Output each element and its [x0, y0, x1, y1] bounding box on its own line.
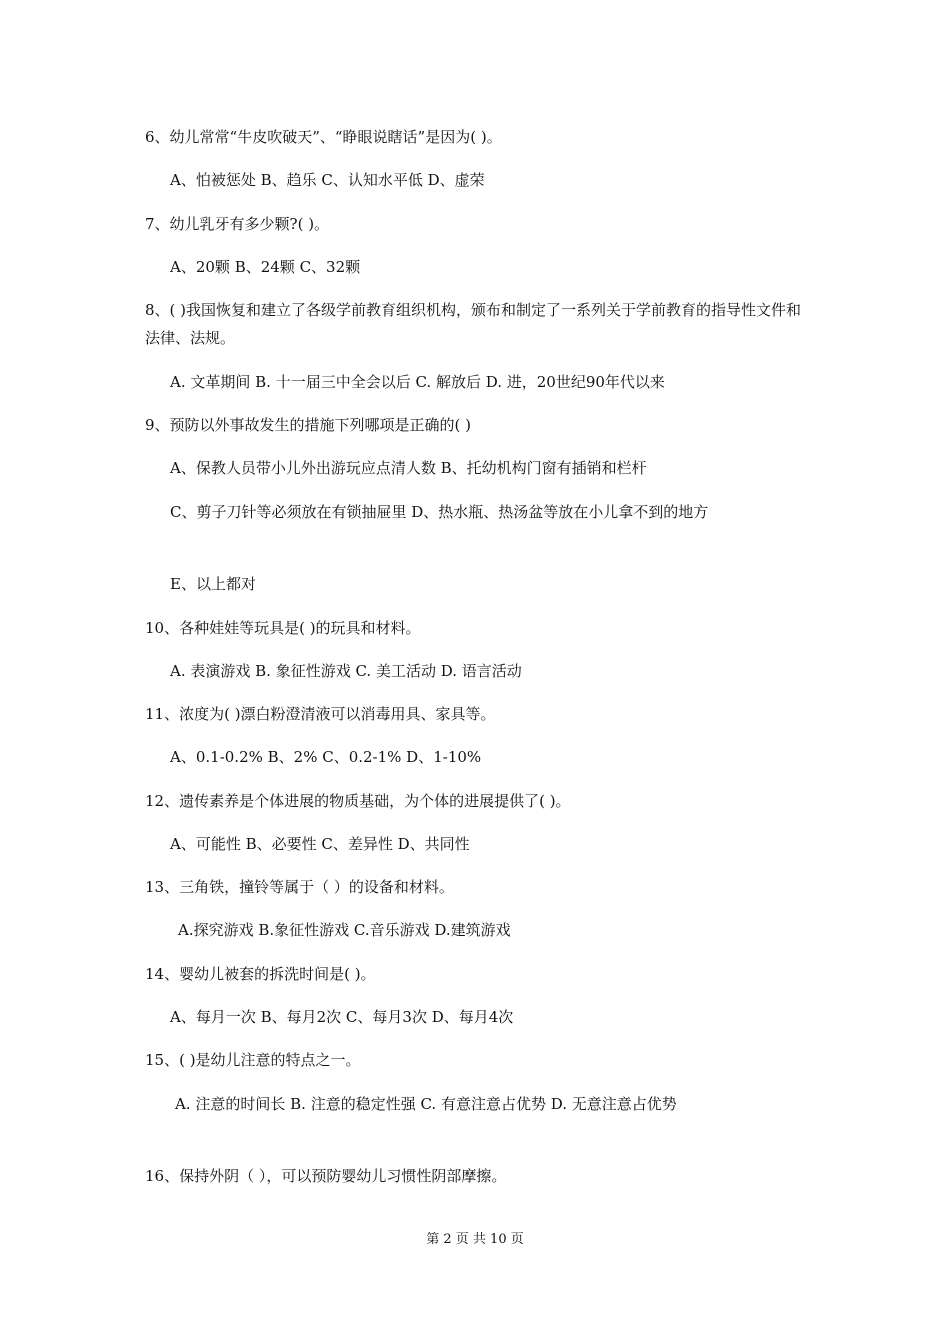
question-14-stem: 14、婴幼儿被套的拆洗时间是( )。 [145, 965, 376, 983]
question-9-stem: 9、预防以外事故发生的措施下列哪项是正确的( ) [145, 416, 472, 434]
question-12-stem: 12、遗传素养是个体进展的物质基础，为个体的进展提供了( )。 [145, 792, 571, 810]
question-8-stem: 8、( )我国恢复和建立了各级学前教育组织机构，颁布和制定了一系列关于学前教育的指导性文件和法律、法规。 [145, 301, 802, 347]
question-15-options: A. 注意的时间长 B. 注意的稳定性强 C. 有意注意占优势 D. 无意注意占优势 [175, 1095, 677, 1113]
question-7-stem: 7、幼儿乳牙有多少颗?( )。 [145, 215, 330, 233]
question-12-options: A、可能性 B、必要性 C、差异性 D、共同性 [170, 835, 470, 853]
question-15-stem: 15、( )是幼儿注意的特点之一。 [145, 1051, 361, 1069]
question-10-stem: 10、各种娃娃等玩具是( )的玩具和材料。 [145, 619, 421, 637]
question-13-options: A.探究游戏 B.象征性游戏 C.音乐游戏 D.建筑游戏 [178, 921, 511, 939]
question-14-options: A、每月一次 B、每月2次 C、每月3次 D、每月4次 [170, 1008, 514, 1026]
question-13-stem: 13、三角铁，撞铃等属于（ ）的设备和材料。 [145, 878, 454, 896]
question-9-options-ab: A、保教人员带小儿外出游玩应点清人数 B、托幼机构门窗有插销和栏杆 [170, 459, 647, 477]
question-10-options: A. 表演游戏 B. 象征性游戏 C. 美工活动 D. 语言活动 [170, 662, 522, 680]
question-9-options-cd: C、剪子刀针等必须放在有锁抽屉里 D、热水瓶、热汤盆等放在小儿拿不到的地方 [170, 503, 709, 521]
question-8-options: A. 文革期间 B. 十一届三中全会以后 C. 解放后 D. 进，20世纪90年代以来 [170, 373, 665, 391]
question-16-stem: 16、保持外阴（ ），可以预防婴幼儿习惯性阴部摩擦。 [145, 1167, 507, 1185]
page-footer: 第 2 页 共 10 页 [426, 1232, 524, 1247]
question-7-options: A、20颗 B、24颗 C、32颗 [170, 258, 361, 276]
question-11-stem: 11、浓度为( )漂白粉澄清液可以消毒用具、家具等。 [145, 705, 496, 723]
question-6-stem: 6、幼儿常常“牛皮吹破天”、“睁眼说瞎话”是因为( )。 [145, 128, 502, 146]
question-9-option-e: E、以上都对 [170, 575, 256, 593]
question-6-options: A、怕被惩处 B、趋乐 C、认知水平低 D、虚荣 [170, 171, 485, 189]
question-11-options: A、0.1-0.2% B、2% C、0.2-1% D、1-10% [170, 748, 482, 766]
